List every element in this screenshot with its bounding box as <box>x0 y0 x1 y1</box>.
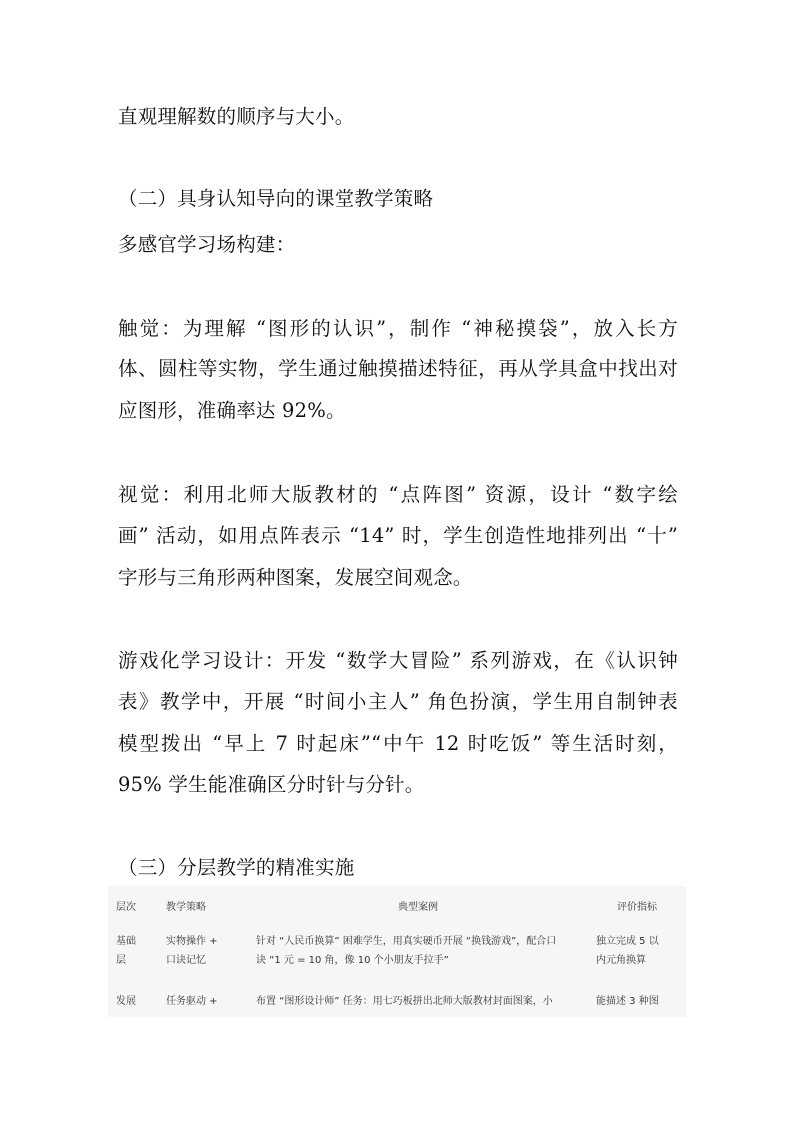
header-metric: 评价指标 <box>617 901 657 913</box>
paragraph-multisensory: 多感官学习场构建： <box>118 233 296 256</box>
paragraph-touch-line3: 应图形，准确率达 92%。 <box>118 399 346 422</box>
section-heading-embodied: （二）具身认知导向的课堂教学策略 <box>118 187 434 210</box>
paragraph-number-order: 直观理解数的顺序与大小。 <box>118 105 355 128</box>
paragraph-vision-line2: 画” 活动，如用点阵表示 “14” 时，学生创造性地排列出 “十” <box>118 524 678 547</box>
paragraph-vision-line3: 字形与三角形两种图案，发展空间观念。 <box>118 566 473 589</box>
paragraph-game-line2: 表》教学中，开展 “时间小主人” 角色扮演，学生用自制钟表 <box>118 690 678 713</box>
table-row <box>108 984 686 1011</box>
cell-strategy: 任务驱动 + <box>166 996 218 1007</box>
cell-metric: 独立完成 5 以 内元角换算 <box>596 936 659 966</box>
cell-level: 发展 <box>116 996 136 1007</box>
cell-case: 布置 “图形设计师” 任务：用七巧板拼出北师大版教材封面图案，小 <box>256 996 553 1007</box>
cell-strategy: 实物操作 + 口诀记忆 <box>166 936 218 966</box>
cell-metric: 能描述 3 种图 <box>596 996 659 1007</box>
paragraph-game-line4: 95% 学生能准确区分时针与分针。 <box>118 773 425 796</box>
table-row <box>108 924 686 984</box>
cell-level: 基础 层 <box>116 936 136 966</box>
layered-teaching-table <box>108 886 686 1017</box>
header-case: 典型案例 <box>398 901 438 913</box>
header-level: 层次 <box>116 901 136 913</box>
header-strategy: 教学策略 <box>166 901 206 913</box>
paragraph-touch-line2: 体、圆柱等实物，学生通过触摸描述特征，再从学具盒中找出对 <box>118 357 678 380</box>
cell-case: 针对 “人民币换算” 困难学生，用真实硬币开展 “换钱游戏”，配合口 诀 “1 元 = 10 角，像 10 个小朋友手拉手” <box>256 936 557 966</box>
section-heading-layered: （三）分层教学的精准实施 <box>118 856 355 879</box>
table-header-row <box>108 886 686 924</box>
paragraph-game-line1: 游戏化学习设计：开发 “数学大冒险” 系列游戏，在《认识钟 <box>118 649 678 672</box>
paragraph-touch-line1: 触觉：为理解 “图形的认识”，制作 “神秘摸袋”，放入长方 <box>118 317 678 340</box>
paragraph-game-line3: 模型拨出 “早上 7 时起床”“中午 12 时吃饭” 等生活时刻， <box>118 732 678 755</box>
paragraph-vision-line1: 视觉：利用北师大版教材的 “点阵图” 资源，设计 “数字绘 <box>118 483 678 506</box>
